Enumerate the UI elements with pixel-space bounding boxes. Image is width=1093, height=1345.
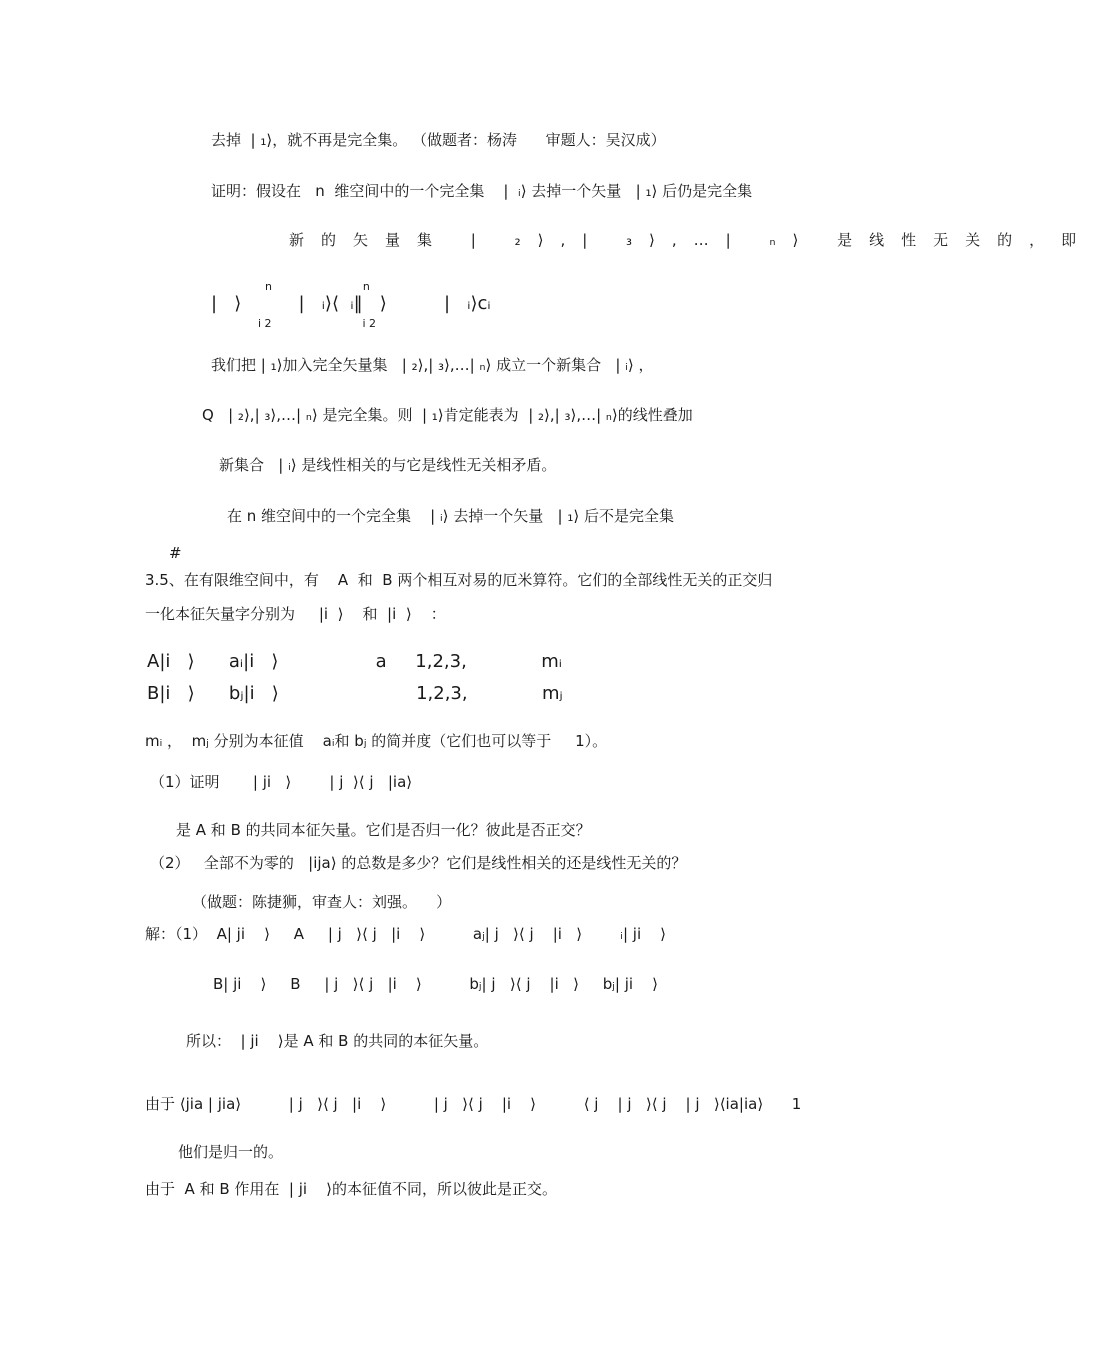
- author-note: （做题：陈捷狮，审查人：刘强。 ）: [192, 893, 452, 911]
- sum-limit-bottom: i 2 i 2: [258, 317, 377, 330]
- text-line: 在 n 维空间中的一个完全集 | ᵢ⟩ 去掉一个矢量 | ₁⟩ 后不是完全集: [227, 507, 674, 525]
- text-line: 新的矢量集 | ₂⟩,| ₃⟩,…| ₙ⟩ 是线性无关的，即: [289, 231, 1093, 249]
- text-line: （2） 全部不为零的 |ija⟩ 的总数是多少？它们是线性相关的还是线性无关的？: [150, 854, 687, 872]
- equation-line: 由于 ⟨jia | jia⟩ | j ⟩⟨ j |i ⟩ | j ⟩⟨ j |i ⟩ ⟨ j | j ⟩⟨ j | j ⟩⟨ia|ia⟩ 1: [145, 1095, 802, 1113]
- text-line: （1）证明 | ji ⟩ | j ⟩⟨ j |ia⟩: [150, 773, 413, 791]
- problem-title: 3.5、在有限维空间中，有 A 和 B 两个相互对易的厄米算符。它们的全部线性无关的正交归: [145, 571, 773, 589]
- text-line: 去掉 | ₁⟩，就不再是完全集。 （做题者：杨涛 审题人：吴汉成）: [211, 131, 666, 149]
- text-line: Q | ₂⟩,| ₃⟩,…| ₙ⟩ 是完全集。则 | ₁⟩肯定能表为 | ₂⟩,| ₃⟩,…| ₙ⟩的线性叠加: [202, 406, 693, 424]
- text-line: 他们是归一的。: [178, 1143, 284, 1161]
- text-line: 我们把 | ₁⟩加入完全矢量集 | ₂⟩,| ₃⟩,…| ₙ⟩ 成立一个新集合 | ᵢ⟩ ，: [211, 356, 654, 374]
- sum-limit-top: n n: [265, 280, 370, 293]
- solution-line: 解：（1） A| ji ⟩ A | j ⟩⟨ j |i ⟩ aⱼ| j ⟩⟨ j |i ⟩ ᵢ| ji ⟩: [145, 925, 667, 943]
- text-line: 证明：假设在 n 维空间中的一个完全集 | ᵢ⟩ 去掉一个矢量 | ₁⟩ 后仍是完全集: [211, 182, 753, 200]
- text-line: 新集合 | ᵢ⟩ 是线性相关的与它是线性无关相矛盾。: [219, 456, 557, 474]
- formula-line: | ⟩ | ᵢ⟩⟨ ᵢ‖ ⟩ | ᵢ⟩cᵢ: [211, 293, 491, 314]
- equation-line: A|i ⟩ aᵢ|i ⟩ a 1,2,3, mᵢ: [147, 651, 562, 672]
- text-line: 一化本征矢量字分别为 |i ⟩ 和 |i ⟩ ：: [145, 605, 446, 623]
- equation-line: B|i ⟩ bⱼ|i ⟩ 1,2,3, mⱼ: [147, 683, 563, 704]
- text-line: 由于 A 和 B 作用在 | ji ⟩的本征值不同，所以彼此是正交。: [145, 1180, 558, 1198]
- solution-line: B| ji ⟩ B | j ⟩⟨ j |i ⟩ bⱼ| j ⟩⟨ j |i ⟩ bⱼ| ji ⟩: [213, 975, 658, 993]
- text-line: 所以： | ji ⟩是 A 和 B 的共同的本征矢量。: [186, 1032, 489, 1050]
- end-mark: #: [169, 544, 182, 562]
- text-line: mᵢ ， mⱼ 分别为本征值 aᵢ和 bⱼ 的简并度（它们也可以等于 1）。: [145, 732, 608, 750]
- text-line: 是 A 和 B 的共同本征矢量。它们是否归一化？彼此是否正交？: [176, 821, 591, 839]
